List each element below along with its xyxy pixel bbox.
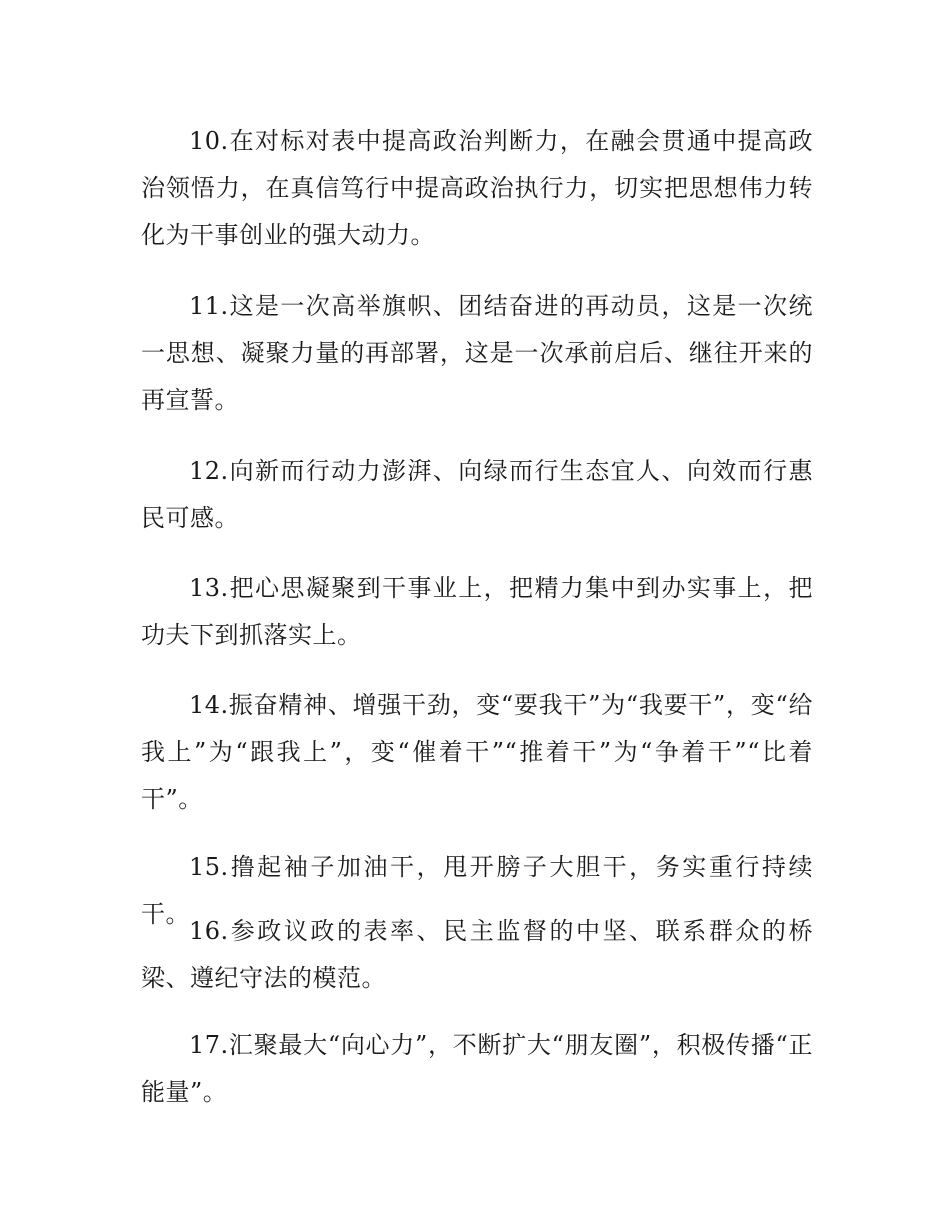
paragraph-15: 15.撸起袖子加油干，甩开膀子大胆干，务实重行持续干。 <box>141 853 813 928</box>
paragraph-12: 12.向新而行动力澎湃、向绿而行生态宜人、向效而行惠民可感。 <box>141 457 813 532</box>
paragraph-11: 11.这是一次高举旗帜、团结奋进的再动员，这是一次统一思想、凝聚力量的再部署，这是一次承前启后、继往开来的再宣誓。 <box>141 292 813 414</box>
paragraph-16: 16.参政议政的表率、民主监督的中坚、联系群众的桥梁、遵纪守法的模范。 <box>141 917 813 992</box>
paragraph-17: 17.汇聚最大“向心力”，不断扩大“朋友圈”，积极传播“正能量”。 <box>141 1031 813 1106</box>
paragraph-13: 13.把心思凝聚到干事业上，把精力集中到办实事上，把功夫下到抓落实上。 <box>141 574 813 649</box>
paragraph-10: 10.在对标对表中提高政治判断力，在融会贯通中提高政治领悟力，在真信笃行中提高政治执行力，切实把思想伟力转化为干事创业的强大动力。 <box>141 127 813 249</box>
paragraph-14: 14.振奋精神、增强干劲，变“要我干”为“我要干”，变“给我上”为“跟我上”，变“催着干”“推着干”为“争着干”“比着干”。 <box>141 691 813 813</box>
